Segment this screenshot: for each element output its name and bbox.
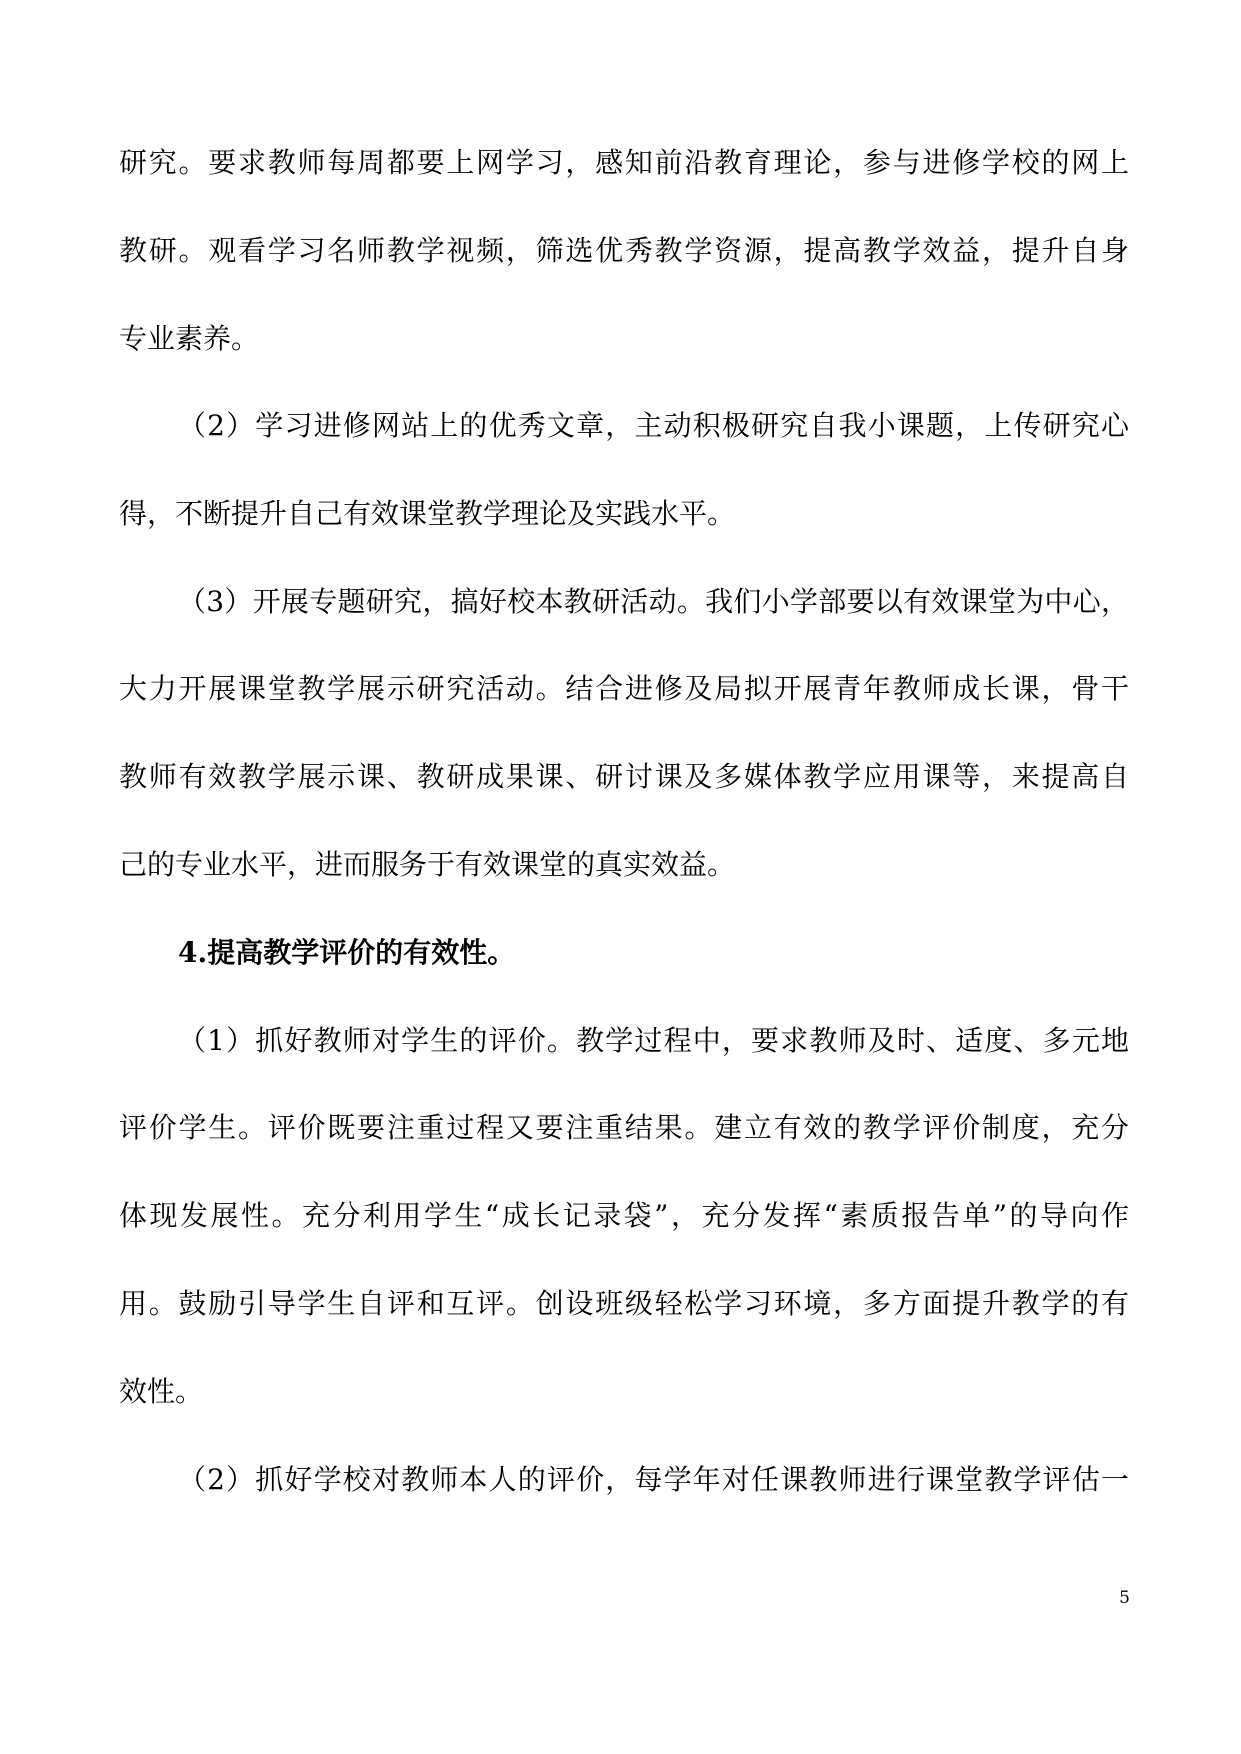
paragraph-line: （2）抓好学校对教师本人的评价，每学年对任课教师进行课堂教学评估一 — [178, 1463, 1129, 1496]
paragraph-line: （2）学习进修网站上的优秀文章，主动积极研究自我小课题，上传研究心 — [178, 409, 1129, 442]
paragraph-line: 得，不断提升自己有效课堂教学理论及实践水平。 — [119, 497, 736, 530]
paragraph-line: 体现发展性。充分利用学生“成长记录袋”，充分发挥“素质报告单”的导向作 — [119, 1199, 1129, 1232]
paragraph-line: （1）抓好教师对学生的评价。教学过程中，要求教师及时、适度、多元地 — [178, 1024, 1129, 1057]
page-number: 5 — [1119, 1588, 1130, 1608]
paragraph-line: 大力开展课堂教学展示研究活动。结合进修及局拟开展青年教师成长课，骨干 — [119, 672, 1129, 705]
paragraph-line: （3）开展专题研究，搞好校本教研活动。我们小学部要以有效课堂为中心， — [178, 585, 1129, 618]
paragraph-line: 效性。 — [119, 1375, 204, 1408]
paragraph-line: 己的专业水平，进而服务于有效课堂的真实效益。 — [119, 848, 736, 881]
paragraph-line: 教师有效教学展示课、教研成果课、研讨课及多媒体教学应用课等，来提高自 — [119, 760, 1129, 793]
paragraph-line: 评价学生。评价既要注重过程又要注重结果。建立有效的教学评价制度，充分 — [119, 1111, 1129, 1144]
paragraph-line: 用。鼓励引导学生自评和互评。创设班级轻松学习环境，多方面提升教学的有 — [119, 1287, 1129, 1320]
paragraph-line: 研究。要求教师每周都要上网学习，感知前沿教育理论，参与进修学校的网上 — [119, 146, 1129, 179]
paragraph-line: 专业素养。 — [119, 322, 260, 355]
paragraph-line: 教研。观看学习名师教学视频，筛选优秀教学资源，提高教学效益，提升自身 — [119, 234, 1129, 267]
section-heading: 4.提高教学评价的有效性。 — [178, 936, 516, 969]
